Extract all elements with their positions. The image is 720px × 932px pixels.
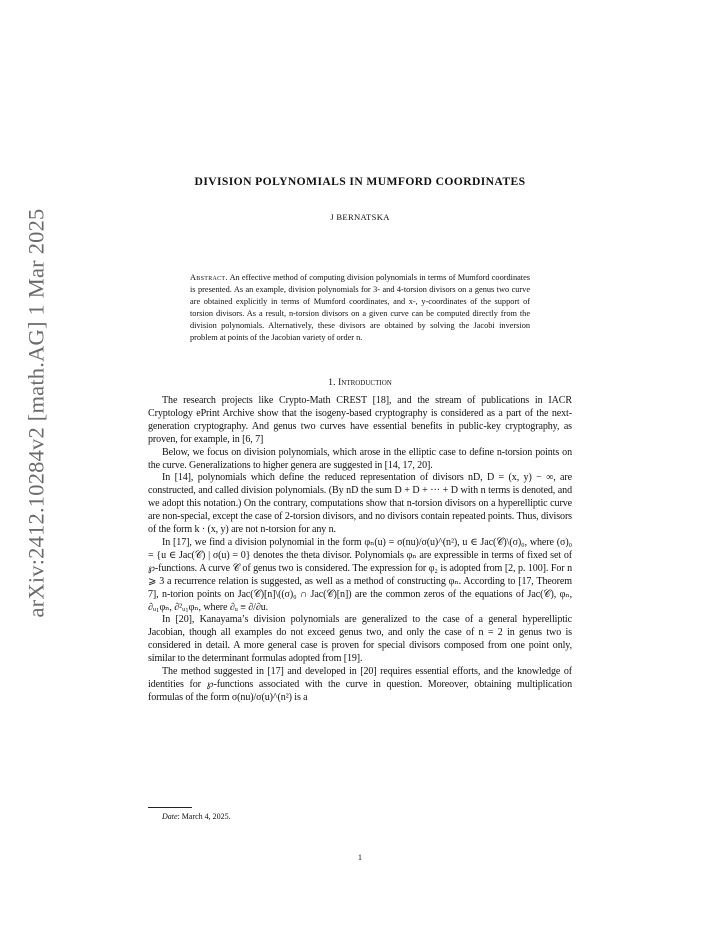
arxiv-identifier [22, 208, 50, 618]
page-number: 1 [357, 853, 363, 862]
footnote-label: Date [162, 812, 178, 821]
footnote-divider [148, 807, 192, 808]
paragraph: In [20], Kanayama’s division polynomials are generalized to the case of a general hyperelliptic Jacobian, though all examples do not exceed genus two, and only the case of n = 2 in genus two is considered in detail. A more general case is proven for special divisors composed from one point only, similar to the determinant formulas adopted from [19]. [148, 614, 572, 665]
paper-title: DIVISION POLYNOMIALS IN MUMFORD COORDINATES [194, 175, 526, 188]
paragraph: The research projects like Crypto-Math CREST [18], and the stream of publications in IACR Cryptology ePrint Archive show that the isogeny-based cryptography is considered as a part of the next-generation cryptography. And genus two curves have essential benefits in public-key cryptography, as proven, for example, in [6, 7] [148, 395, 572, 445]
paragraph: The method suggested in [17] and developed in [20] requires essential efforts, and the knowledge of identities for ℘-functions associated with the curve in question. Moreover, obtaining multiplication formulas of the form σ(nu)/σ(u)^(n²) is a [148, 666, 572, 703]
body-text [148, 395, 572, 705]
abstract [190, 272, 530, 344]
section-heading [148, 377, 572, 388]
paragraph: In [14], polynomials which define the reduced representation of divisors nD, D = (x, y) − ∞, are constructed, and called division polynomials. (By nD the sum D + D + ··· + D with n terms is denoted, and we adopt this notation.) On the contrary, computations show that n-torsion divisors on a hyperelliptic curve are non-special, except the case of 2-torsion divisors, and no divisors contain repeated points. Thus, divisors of the form k · (x, y) are not n-torsion for any n. [148, 472, 572, 536]
arxiv-identifier-text: arXiv:2412.10284v2 [math.AG] 1 Mar 2025 [23, 208, 48, 618]
abstract-text: An effective method of computing division polynomials in terms of Mumford coordinates is presented. As an example, division polynomials for 3- and 4-torsion divisors on a genus two curve are obtained explicitly in terms of Mumford coordinates, and x-, y-coordinates of the support of torsion divisors. As a result, n-torsion divisors on a given curve can be computed directly from the division polynomials. Alternatively, these divisors are obtained by solving the Jacobi inversion problem at points of the Jacobian variety of order n. [190, 273, 530, 342]
footnote-date [162, 812, 231, 821]
paragraph: In [17], we find a division polynomial in the form φₙ(u) = σ(nu)/σ(u)^(n²), u ∈ Jac(𝒞)\(σ)₀, where (σ)₀ = {u ∈ Jac(𝒞) | σ(u) = 0} denotes the theta divisor. Polynomials φₙ are expressible in terms of fixed set of ℘-functions. A curve 𝒞 of genus two is considered. The expression for φ₂ is adopted from [2, p. 100]. For n ⩾ 3 a recurrence relation is suggested, as well as a method of constructing φₙ. According to [17, Theorem 7], n-torion points on Jac(𝒞)[n]\((σ)₀ ∩ Jac(𝒞)[n]) are the common zeros of the equations of Jac(𝒞), φₙ, ∂ᵤ₁φₙ, ∂²ᵤ₁φₙ, where ∂ᵤ ≡ ∂/∂u. [148, 536, 572, 613]
footnote-text: : March 4, 2025. [177, 812, 231, 821]
author: J BERNATSKA [330, 212, 390, 222]
section-title: Introduction [337, 377, 392, 388]
section-number: 1. [328, 377, 336, 388]
paragraph: Below, we focus on division polynomials, which arose in the elliptic case to define n-torsion points on the curve. Generalizations to higher genera are suggested in [14, 17, 20]. [148, 446, 572, 471]
abstract-label: Abstract. [190, 273, 228, 282]
